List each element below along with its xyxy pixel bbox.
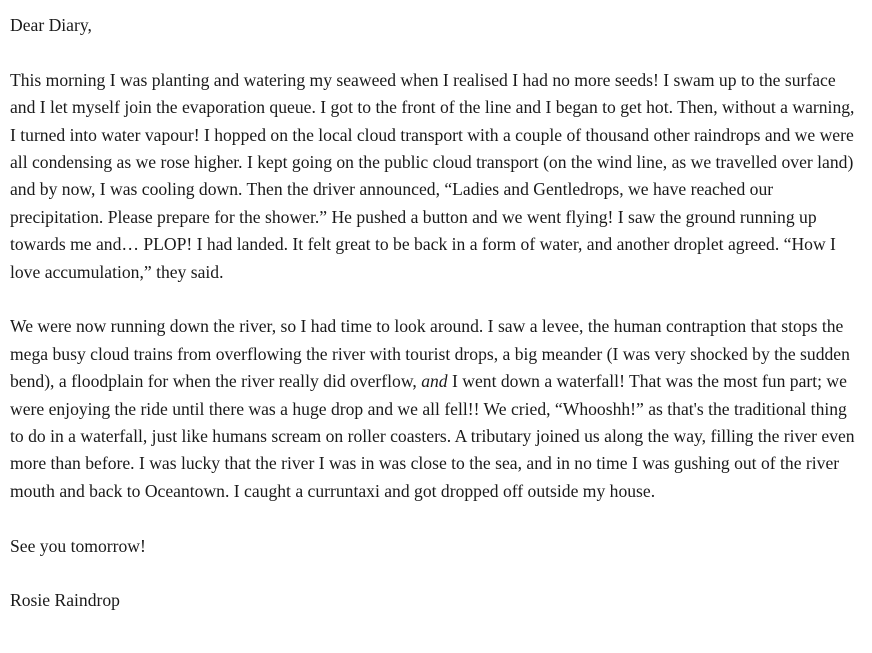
closing: See you tomorrow! bbox=[10, 535, 146, 556]
greeting: Dear Diary, bbox=[10, 15, 92, 35]
paragraph-2-before: We were now running down the river, so I had time to look around. I saw a levee, the human contraption that stops the mega busy cloud trains from overflowing the river with tourist drops, a big meander (I was very shocked by the sudden bend), a floodplain for when the river really did overflow, bbox=[10, 316, 850, 392]
paragraph-2 bbox=[10, 313, 862, 505]
paragraph-1: This morning I was planting and watering my seaweed when I realised I had no more seeds! I swam up to the surface and I let myself join the evaporation queue. I got to the front of the line and I began to get hot. Then, without a warning, I turned into water vapour! I hopped on the local cloud transport with a couple of thousand other raindrops and we were all condensing as we rose higher. I kept going on the public cloud transport (on the wind line, as we travelled over land) and by now, I was cooling down. Then the driver announced, “Ladies and Gentledrops, we have reached our precipitation. Please prepare for the shower.” He pushed a button and we went flying! I saw the ground running up towards me and… PLOP! I had landed. It felt great to be back in a form of water, and another droplet agreed. “How I love accumulation,” they said. bbox=[10, 69, 855, 282]
paragraph-2-after: I went down a waterfall! That was the most fun part; we were enjoying the ride until there was a huge drop and we all fell!! We cried, “Whooshh!” as that's the traditional thing to do in a waterfall, just like humans scream on roller coasters. A tributary joined us along the way, filling the river even more than before. I was lucky that the river I was in was close to the sea, and in no time I was gushing out of the river mouth and back to Oceantown. I caught a curruntaxi and got dropped off outside my house. bbox=[10, 371, 855, 501]
signature: Rosie Raindrop bbox=[10, 590, 120, 611]
paragraph-2-emphasis: and bbox=[421, 371, 448, 392]
